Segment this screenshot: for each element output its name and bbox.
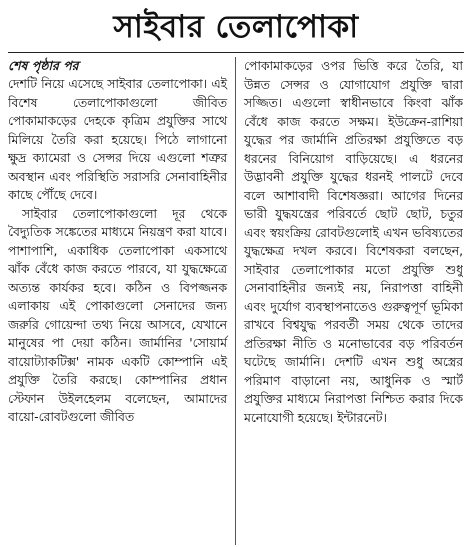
continued-from-label: শেষ পৃষ্ঠার পর bbox=[8, 58, 79, 73]
article-body bbox=[8, 57, 464, 545]
headline: সাইবার তেলাপোকা bbox=[113, 9, 359, 45]
headline-rule bbox=[8, 52, 464, 53]
right-column bbox=[236, 57, 463, 545]
paragraph: দেশটি নিয়ে এসেছে সাইবার তেলাপোকা। এই বিশেষ তেলাপোকাগুলো জীবিত পোকামাকড়ের দেহকে কৃত্রিম প্রযুক্তির সাথে মিলিয়ে তৈরি করা হয়েছে। পিঠে লাগানো ক্ষুদ্র ক্যামেরা ও সেন্সর দিয়ে এগুলো শত্রুর অবস্থান এবং পরিস্থিতি সরাসরি সেনাবাহিনীর কাছে পৌঁছে দেবে। bbox=[8, 77, 227, 202]
paragraph: পোকামাকড়ের ওপর ভিত্তি করে তৈরি, যা উন্নত সেন্সর ও যোগাযোগ প্রযুক্তি দ্বারা সজ্জিত। এগুলো স্বাধীনভাবে কিংবা ঝাঁক বেঁধে কাজ করতে সক্ষম। ইউক্রেন-রাশিয়া যুদ্ধের পর জার্মানি প্রতিরক্ষা প্রযুক্তিতে বড় ধরনের বিনিয়োগ বাড়িয়েছে। এ ধরনের উদ্ভাবনী প্রযুক্তি যুদ্ধের ধরনই পালটে দেবে বলে আশাবাদী বিশেষজ্ঞরা। আগের দিনের ভারী যুদ্ধযন্ত্রের পরিবর্তে ছোট ছোট, চতুর এবং স্বয়ংক্রিয় রোবটগুলোই এখন ভবিষ্যতের যুদ্ধক্ষেত্র দখল করবে। বিশেষকরা বলছেন, সাইবার তেলাপোকার মতো প্রযুক্তি শুধু সেনাবাহিনীর জন্যই নয়, নিরাপত্তা বাহিনী এবং দুর্যোগ ব্যবস্থাপনাতেও গুরুত্বপূর্ণ ভূমিকা রাখবে বিশ্বযুদ্ধ পরবর্তী সময় থেকে তাদের প্রতিরক্ষা নীতি ও মনোভাবের বড় পরিবর্তন ঘটেছে জার্মানি। দেশটি এখন শুধু অস্ত্রের পরিমাণ বাড়ানো নয়, আধুনিক ও স্মার্ট প্রযুক্তির মাধ্যমে নিরাপত্তা নিশ্চিত করার দিকে মনোযোগী হয়েছে। ইন্টারনেট। bbox=[244, 59, 463, 425]
left-column bbox=[8, 57, 235, 545]
paragraph: সাইবার তেলাপোকাগুলো দূর থেকে বৈদ্যুতিক সঙ্কেতের মাধ্যমে নিয়ন্ত্রণ করা যাবে। পাশাপাশি, একাধিক তেলাপোকা একসাথে ঝাঁক বেঁধে কাজ করতে পারবে, যা যুদ্ধক্ষেত্রে অত্যন্ত কার্যকর হবে। কঠিন ও বিপজ্জনক এলাকায় এই পোকাগুলো সেনাদের জন্য জরুরি গোয়েন্দা তথ্য নিয়ে আসবে, যেখানে মানুষের পা দেয়া কঠিন। জার্মানির 'সোয়ার্ম বায়োট্যাকটিক্স' নামক একটি কোম্পানি এই প্রযুক্তি তৈরি করছে। কোম্পানির প্রধান স্টেফান উইলহেলম বলেছেন, আমাদের বায়ো-রোবটগুলো জীবিত bbox=[8, 206, 227, 424]
